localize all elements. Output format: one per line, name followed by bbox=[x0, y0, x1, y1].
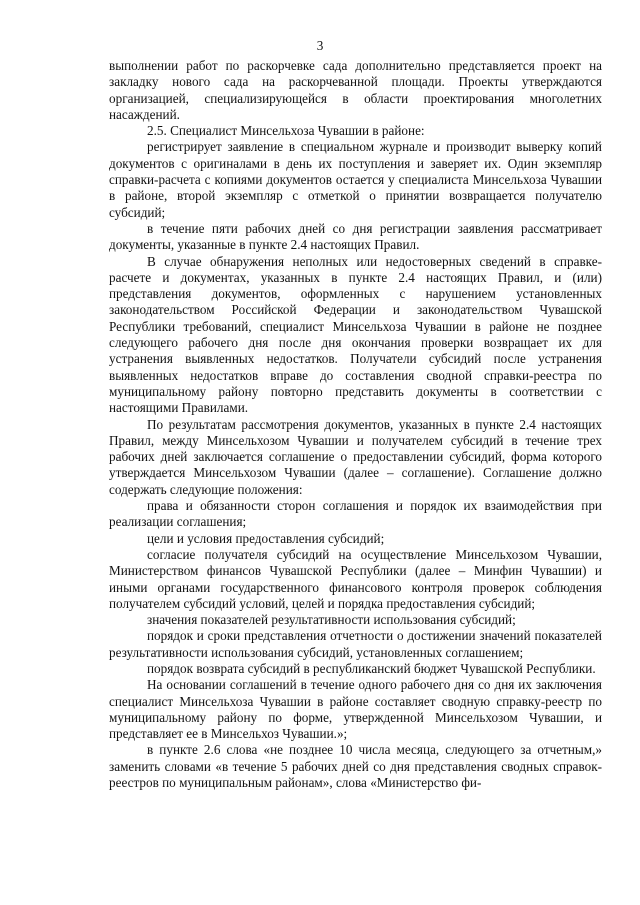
paragraph-section-2-5-heading: 2.5. Специалист Минсельхоза Чувашии в районе: bbox=[147, 123, 425, 139]
paragraph-performance-indicators: значения показателей результативности использования субсидий; bbox=[147, 612, 516, 628]
page-number: 3 bbox=[316, 38, 324, 53]
paragraph-reporting-procedure: порядок и сроки представления отчетности о достижении значений показателей результативности использования субсидий, установленных соглашением; bbox=[109, 628, 602, 660]
paragraph-summary-register: На основании соглашений в течение одного рабочего дня со дня их заключения специалист Минсельхоза Чувашии в районе составляет сводную справку-реестр по муниципальному району по форме, утвержденной Минсельхозом Чувашии, и представляет ее в Минсельхоз Чувашии.»; bbox=[109, 677, 602, 742]
paragraph-clause-2-6-amendment: в пункте 2.6 слова «не позднее 10 числа месяца, следующего за отчетным,» заменить словами «в течение 5 рабочих дней со дня представления сводных справок-реестров по муниципальным районам», слова «Министерство фи- bbox=[109, 742, 602, 791]
paragraph-agreement: По результатам рассмотрения документов, указанных в пункте 2.4 настоящих Правил, между Минсельхозом Чувашии и получателем субсидий в течение трех рабочих дней заключается соглашение о предоставлении субсидий, форма которого утверждается Минсельхозом Чувашии (далее – соглашение). Соглашение должно содержать следующие положения: bbox=[109, 416, 602, 497]
paragraph-registration: регистрирует заявление в специальном журнале и производит выверку копий документов с оригиналами в день их поступления и заверяет их. Один экземпляр справки-расчета с копиями документов остается у специалиста Минсельхоза Чувашии в районе, второй экземпляр с отметкой о принятии возвращается получателю субсидий; bbox=[109, 139, 602, 220]
paragraph-incomplete-info: В случае обнаружения неполных или недостоверных сведений в справке-расчете и документах, указанных в пункте 2.4 настоящих Правил, и (или) представления документов, оформленных с нарушением установленных законодательством Российской Федерации и законодательством Чувашской Республики требований, специалист Минсельхоза Чувашии в районе не позднее следующего рабочего дня после дня окончания проверки возвращает их для устранения выявленных недостатков. Получатели субсидий после устранения выявленных недостатков вправе до составления сводной справки-реестра по муниципальному району повторно представить документы в соответствии с настоящими Правилами. bbox=[109, 253, 602, 416]
body-text bbox=[109, 58, 602, 791]
paragraph-refund-procedure: порядок возврата субсидий в республиканский бюджет Чувашской Республики. bbox=[147, 660, 596, 676]
paragraph-consent-audit: согласие получателя субсидий на осуществление Минсельхозом Чувашии, Министерством финансов Чувашской Республики (далее – Минфин Чувашии) и иными органами государственного финансового контроля проверок соблюдения получателем субсидий условий, целей и порядка предоставления субсидий; bbox=[109, 546, 602, 611]
paragraph-review-period: в течение пяти рабочих дней со дня регистрации заявления рассматривает документы, указанные в пункте 2.4 настоящих Правил. bbox=[109, 220, 602, 253]
paragraph-rights-obligations: права и обязанности сторон соглашения и порядок их взаимодействия при реализации соглашения; bbox=[109, 498, 602, 530]
paragraph-continuation: выполнении работ по раскорчевке сада дополнительно представляется проект на закладку нового сада на раскорчеванной площади. Проекты утверждаются организацией, специализирующейся в области проектирования многолетних насаждений. bbox=[109, 58, 602, 122]
paragraph-goals-conditions: цели и условия предоставления субсидий; bbox=[147, 530, 385, 546]
